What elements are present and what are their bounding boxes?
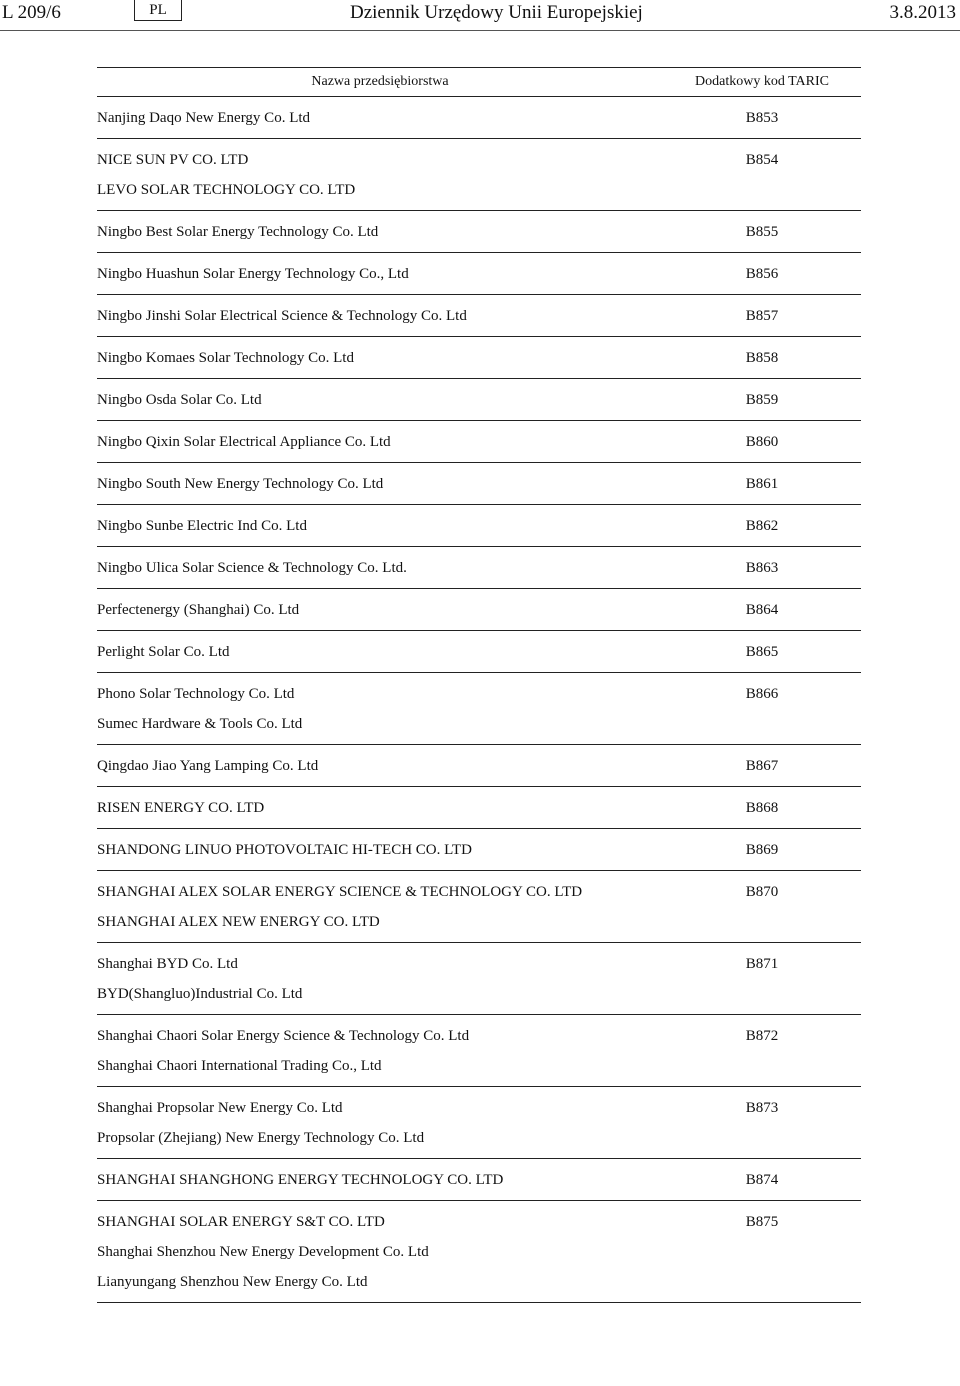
language-badge: PL (134, 0, 182, 21)
company-names-cell (97, 745, 697, 786)
company-name: SHANGHAI SOLAR ENERGY S&T CO. LTD (97, 1214, 385, 1230)
column-header-taric-code: Dodatkowy kod TARIC (695, 74, 829, 89)
company-names-cell (97, 295, 697, 336)
table-row (97, 421, 861, 463)
table-row (97, 1159, 861, 1201)
table-row (97, 295, 861, 337)
taric-code: B862 (745, 518, 779, 534)
company-name: SHANGHAI SHANGHONG ENERGY TECHNOLOGY CO. LTD (97, 1172, 504, 1188)
taric-code: B864 (745, 602, 779, 618)
company-name: Shanghai Chaori International Trading Co., Ltd (97, 1058, 382, 1074)
company-name: Shanghai Chaori Solar Energy Science & Technology Co. Ltd (97, 1028, 470, 1044)
taric-code: B866 (745, 686, 779, 702)
company-name: Ningbo Best Solar Energy Technology Co. Ltd (97, 224, 379, 240)
table-row (97, 745, 861, 787)
company-names-cell (97, 673, 697, 744)
table-row (97, 943, 861, 1015)
taric-code: B867 (745, 758, 779, 774)
company-names-cell (97, 463, 697, 504)
company-names-cell (97, 787, 697, 828)
company-name: Ningbo Jinshi Solar Electrical Science & Technology Co. Ltd (97, 308, 467, 324)
company-names-cell (97, 505, 697, 546)
taric-code: B861 (745, 476, 779, 492)
company-name: SHANGHAI ALEX NEW ENERGY CO. LTD (97, 914, 380, 930)
table-row (97, 1015, 861, 1087)
company-name: Perfectenergy (Shanghai) Co. Ltd (97, 602, 300, 618)
company-name: Lianyungang Shenzhou New Energy Co. Ltd (97, 1274, 368, 1290)
table-row (97, 139, 861, 211)
taric-code: B873 (745, 1100, 779, 1116)
company-name: Ningbo Ulica Solar Science & Technology Co. Ltd. (97, 560, 407, 576)
company-table (97, 67, 861, 1303)
company-name: NICE SUN PV CO. LTD (97, 152, 249, 168)
table-header (97, 67, 861, 97)
taric-code: B856 (745, 266, 779, 282)
publication-date: 3.8.2013 (889, 2, 956, 23)
company-name: Shanghai Propsolar New Energy Co. Ltd (97, 1100, 343, 1116)
company-names-cell (97, 379, 697, 420)
company-name: SHANDONG LINUO PHOTOVOLTAIC HI-TECH CO. LTD (97, 842, 472, 858)
journal-title: Dziennik Urzędowy Unii Europejskiej (350, 2, 643, 23)
taric-code: B869 (745, 842, 779, 858)
company-name: Perlight Solar Co. Ltd (97, 644, 230, 660)
company-names-cell (97, 1087, 697, 1158)
company-names-cell (97, 97, 697, 138)
company-name: Shanghai Shenzhou New Energy Development Co. Ltd (97, 1244, 429, 1260)
company-name: RISEN ENERGY CO. LTD (97, 800, 265, 816)
table-row (97, 253, 861, 295)
table-row (97, 505, 861, 547)
company-name: Ningbo Qixin Solar Electrical Appliance Co. Ltd (97, 434, 391, 450)
table-row (97, 211, 861, 253)
company-names-cell (97, 1015, 697, 1086)
company-name: Sumec Hardware & Tools Co. Ltd (97, 716, 303, 732)
taric-code: B853 (745, 110, 779, 126)
company-names-cell (97, 589, 697, 630)
company-names-cell (97, 421, 697, 462)
taric-code: B872 (745, 1028, 779, 1044)
taric-code: B857 (745, 308, 779, 324)
company-names-cell (97, 253, 697, 294)
company-name: Shanghai BYD Co. Ltd (97, 956, 238, 972)
company-name: Qingdao Jiao Yang Lamping Co. Ltd (97, 758, 319, 774)
company-names-cell (97, 829, 697, 870)
table-body (97, 97, 861, 1303)
table-row (97, 631, 861, 673)
column-header-company-name: Nazwa przedsiębiorstwa (311, 74, 449, 89)
page-reference: L 209/6 (2, 2, 61, 23)
table-row (97, 871, 861, 943)
taric-code: B860 (745, 434, 779, 450)
company-name: Ningbo Komaes Solar Technology Co. Ltd (97, 350, 354, 366)
table-row (97, 787, 861, 829)
taric-code: B859 (745, 392, 779, 408)
company-name: LEVO SOLAR TECHNOLOGY CO. LTD (97, 182, 356, 198)
company-names-cell (97, 631, 697, 672)
company-name: Ningbo South New Energy Technology Co. Ltd (97, 476, 384, 492)
company-name: Nanjing Daqo New Energy Co. Ltd (97, 110, 311, 126)
table-row (97, 97, 861, 139)
company-name: SHANGHAI ALEX SOLAR ENERGY SCIENCE & TECHNOLOGY CO. LTD (97, 884, 583, 900)
company-names-cell (97, 1159, 697, 1200)
company-names-cell (97, 871, 697, 942)
company-names-cell (97, 547, 697, 588)
table-row (97, 463, 861, 505)
company-name: Ningbo Sunbe Electric Ind Co. Ltd (97, 518, 307, 534)
table-row (97, 673, 861, 745)
table-row (97, 337, 861, 379)
table-row (97, 547, 861, 589)
company-names-cell (97, 337, 697, 378)
company-name: Ningbo Osda Solar Co. Ltd (97, 392, 262, 408)
table-row (97, 379, 861, 421)
taric-code: B855 (745, 224, 779, 240)
taric-code: B854 (745, 152, 779, 168)
table-row (97, 1087, 861, 1159)
company-names-cell (97, 211, 697, 252)
taric-code: B871 (745, 956, 779, 972)
company-name: Phono Solar Technology Co. Ltd (97, 686, 295, 702)
taric-code: B870 (745, 884, 779, 900)
taric-code: B868 (745, 800, 779, 816)
table-row (97, 1201, 861, 1303)
taric-code: B858 (745, 350, 779, 366)
company-names-cell (97, 943, 697, 1014)
table-row (97, 589, 861, 631)
company-name: BYD(Shangluo)Industrial Co. Ltd (97, 986, 303, 1002)
taric-code: B875 (745, 1214, 779, 1230)
taric-code: B863 (745, 560, 779, 576)
company-names-cell (97, 139, 697, 210)
company-name: Propsolar (Zhejiang) New Energy Technology Co. Ltd (97, 1130, 425, 1146)
company-names-cell (97, 1201, 697, 1302)
taric-code: B874 (745, 1172, 779, 1188)
taric-code: B865 (745, 644, 779, 660)
page-header (0, 0, 960, 31)
table-row (97, 829, 861, 871)
company-name: Ningbo Huashun Solar Energy Technology Co., Ltd (97, 266, 409, 282)
